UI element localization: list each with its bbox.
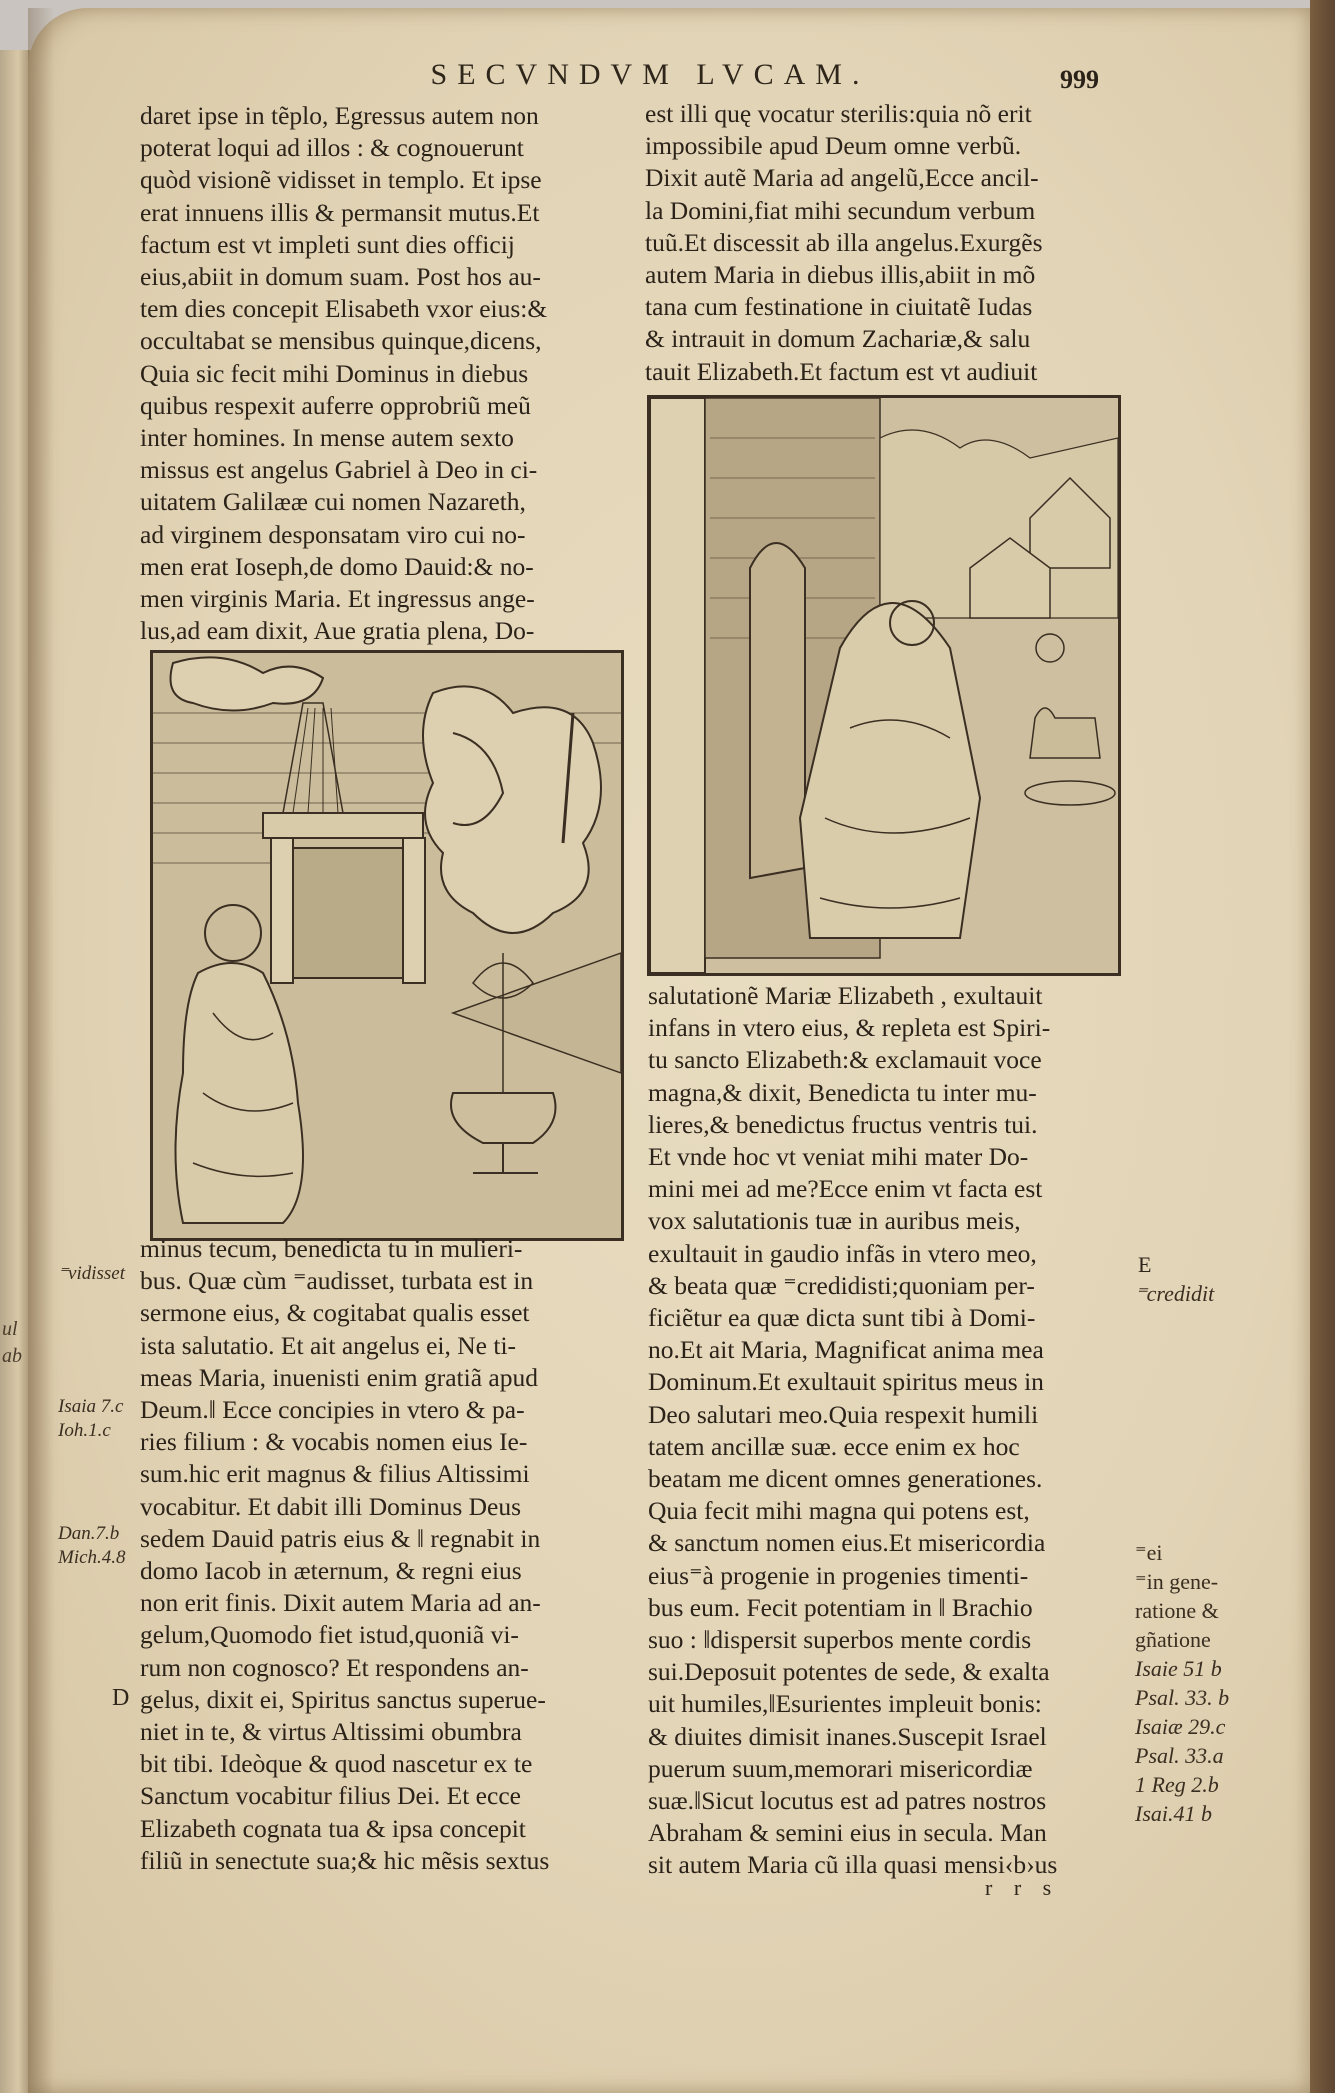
text-line: meas Maria, inuenisti enim gratiã apud — [140, 1362, 538, 1392]
text-line: salutationẽ Mariæ Elizabeth , exultauit — [648, 981, 1043, 1010]
text-line: & diuites dimisit inanes.Suscepit Israel — [648, 1721, 1047, 1751]
text-line: quibus respexit auferre opprobriũ meũ — [140, 390, 531, 420]
margin-note-credidit: ⁼credidit — [1135, 1281, 1215, 1306]
margin-ref: Dan.7.b — [58, 1523, 120, 1544]
text-line: Deo salutari meo.Quia respexit humili — [648, 1399, 1039, 1429]
margin-ref: Ioh.1.c — [58, 1420, 111, 1441]
text-line: impossibile apud Deum omne verbũ. — [645, 131, 1022, 161]
text-line: & intrauit in domum Zachariæ,& salu — [645, 324, 1031, 354]
margin-ref: Isai.41 b — [1135, 1801, 1212, 1826]
margin-ref: Isaiæ 29.c — [1135, 1714, 1226, 1739]
margin-refs-isaiah — [58, 1395, 123, 1443]
text-line: beatam me dicent omnes generationes. — [648, 1464, 1043, 1494]
text-line: tem dies concepit Elisabeth vxor eius:& — [140, 294, 548, 324]
text-line: gelus, dixit ei, Spiritus sanctus superue- — [140, 1684, 546, 1714]
margin-notes-right — [1135, 1538, 1219, 1654]
text-line: est illi quę vocatur sterilis:quia nõ erit — [645, 99, 1032, 128]
right-column-top — [645, 98, 1115, 388]
text-line: ad virginem desponsatam viro cui no- — [140, 519, 526, 549]
text-line: men virginis Maria. Et ingressus ange- — [140, 584, 535, 614]
text-line: poterat loqui ad illos : & cognouerunt — [140, 133, 524, 163]
text-line: bus eum. Fecit potentiam in ‖ Brachio — [648, 1592, 1033, 1622]
text-line: Dixit autẽ Maria ad angelũ,Ecce ancil- — [645, 163, 1039, 193]
text-line: tuũ.Et discessit ab illa angelus.Exurgẽs — [645, 227, 1043, 257]
page-number: 999 — [1060, 65, 1099, 94]
text-line: factum est vt impleti sunt dies officij — [140, 229, 515, 259]
text-line: magna,& dixit, Benedicta tu inter mu- — [648, 1077, 1037, 1107]
text-line: exultauit in gaudio infãs in vtero meo, — [648, 1238, 1037, 1268]
text-line: vox salutationis tuæ in auribus meis, — [648, 1206, 1021, 1236]
text-line: ista salutatio. Et ait angelus ei, Ne ti- — [140, 1330, 517, 1360]
text-line: daret ipse in tẽplo, Egressus autem non — [140, 101, 539, 130]
margin-note-vidisset: ⁼vidisset — [58, 1263, 126, 1284]
text-line: niet in te, & virtus Altissimi obumbra — [140, 1717, 522, 1747]
text-line: inter homines. In mense autem sexto — [140, 423, 514, 453]
text-line: gelum,Quomodo fiet istud,quoniã vi- — [140, 1620, 519, 1650]
margin-ref: 1 Reg 2.b — [1135, 1772, 1219, 1797]
text-line: lieres,& benedictus fructus ventris tui. — [648, 1109, 1038, 1139]
text-line: vocabitur. Et dabit illi Dominus Deus — [140, 1491, 522, 1521]
text-line: la Domini,fiat mihi secundum verbum — [645, 195, 1036, 225]
text-line: sui.Deposuit potentes de sede, & exalta — [648, 1657, 1050, 1687]
text-line: Abraham & semini eius in secula. Man — [648, 1818, 1047, 1848]
text-line: Dominum.Et exultauit spiritus meus in — [648, 1367, 1044, 1397]
margin-ref: Psal. 33.a — [1135, 1743, 1224, 1768]
text-line: tu sancto Elizabeth:& exclamauit voce — [648, 1045, 1042, 1075]
facing-page-edge — [0, 50, 30, 2093]
text-line: sum.hic erit magnus & filius Altissimi — [140, 1459, 530, 1489]
annunciation-woodcut — [150, 650, 624, 1241]
section-letter-e: E — [1138, 1252, 1152, 1277]
text-line: sit autem Maria cũ illa quasi mensi‹b›us — [648, 1850, 1058, 1880]
text-line: uitatem Galilææ cui nomen Nazareth, — [140, 487, 526, 517]
gutter-shadow — [28, 8, 54, 2093]
facing-page-fragment: ab — [2, 1345, 22, 1367]
text-line: & sanctum nomen eius.Et misericordia — [648, 1528, 1046, 1558]
text-line: lus,ad eam dixit, Aue gratia plena, Do- — [140, 616, 535, 646]
text-line: & beata quæ ⁼credidisti;quoniam per- — [648, 1270, 1035, 1300]
text-line: Deum.‖ Ecce concipies in vtero & pa- — [140, 1395, 525, 1425]
margin-note: gñatione — [1135, 1627, 1211, 1652]
text-line: sedem Dauid patris eius & ‖ regnabit in — [140, 1523, 541, 1553]
text-line: missus est angelus Gabriel à Deo in ci- — [140, 455, 538, 485]
text-line: suo : ‖dispersit superbos mente cordis — [648, 1625, 1032, 1655]
text-line: occultabat se mensibus quinque,dicens, — [140, 326, 542, 356]
running-head: SECVNDVM LVCAM. — [430, 58, 870, 91]
visitation-woodcut — [647, 395, 1121, 976]
text-line: tauit Elizabeth.Et factum est vt audiuit — [645, 356, 1038, 386]
text-line: autem Maria in diebus illis,abiit in mõ — [645, 260, 1036, 290]
text-line: infans in vtero eius, & repleta est Spiri- — [648, 1013, 1051, 1043]
margin-ref: Psal. 33. b — [1135, 1685, 1230, 1710]
margin-ref: Mich.4.8 — [58, 1547, 126, 1568]
text-line: no.Et ait Maria, Magnificat anima mea — [648, 1335, 1044, 1365]
text-line: Sanctum vocabitur filius Dei. Et ecce — [140, 1781, 521, 1811]
text-line: filiũ in senectute sua;& hic mẽsis sextus — [140, 1845, 550, 1875]
margin-note: ⁼ei — [1135, 1540, 1163, 1565]
printer-signature: r r s — [985, 1875, 1060, 1900]
text-line: Quia fecit mihi magna qui potens est, — [648, 1496, 1030, 1526]
text-line: uit humiles,‖Esurientes impleuit bonis: — [648, 1689, 1042, 1719]
margin-ref: Isaia 7.c — [58, 1396, 124, 1417]
facing-page-fragment: ul — [2, 1318, 18, 1340]
text-line: ficiẽtur ea quæ dicta sunt tibi à Domi- — [648, 1303, 1036, 1333]
right-column-bottom — [648, 980, 1118, 1882]
margin-note: ratione & — [1135, 1598, 1219, 1623]
section-letter-d: D — [112, 1685, 130, 1711]
margin-refs-right — [1135, 1654, 1229, 1828]
text-line: Elizabeth cognata tua & ipsa concepit — [140, 1813, 526, 1843]
text-line: mini mei ad me?Ecce enim vt facta est — [648, 1174, 1043, 1204]
text-line: Quia sic fecit mihi Dominus in diebus — [140, 358, 529, 388]
text-line: Et vnde hoc vt veniat mihi mater Do- — [648, 1142, 1029, 1172]
text-line: sermone eius, & cogitabat qualis esset — [140, 1298, 530, 1328]
text-line: tatem ancillæ suæ. ecce enim ex hoc — [648, 1431, 1020, 1461]
margin-ref: Isaie 51 b — [1135, 1656, 1222, 1681]
left-column-bottom — [140, 1233, 620, 1877]
text-line: puerum suum,memorari misericordiæ — [648, 1753, 1033, 1783]
margin-refs-daniel — [58, 1522, 126, 1570]
text-line: eius,abiit in domum suam. Post hos au- — [140, 262, 541, 292]
text-line: suæ.‖Sicut locutus est ad patres nostros — [648, 1786, 1047, 1816]
text-line: non erit finis. Dixit autem Maria ad an- — [140, 1588, 541, 1618]
text-line: domo Iacob in æternum, & regni eius — [140, 1556, 522, 1586]
text-line: rum non cognosco? Et respondens an- — [140, 1652, 529, 1682]
binding-edge — [1310, 0, 1335, 2093]
text-line: eius⁼à progenie in progenies timenti- — [648, 1560, 1029, 1590]
text-line: bus. Quæ cùm ⁼audisset, turbata est in — [140, 1266, 534, 1296]
text-line: minus tecum, benedicta tu in mulieri- — [140, 1234, 523, 1263]
text-line: men erat Ioseph,de domo Dauid:& no- — [140, 551, 534, 581]
left-column-top — [140, 100, 620, 647]
text-line: ries filium : & vocabis nomen eius Ie- — [140, 1427, 528, 1457]
text-line: quòd visionẽ vidisset in templo. Et ipse — [140, 165, 542, 195]
text-line: erat innuens illis & permansit mutus.Et — [140, 197, 540, 227]
visitation-illustration — [650, 398, 1118, 973]
text-line: tana cum festinatione in ciuitatẽ Iudas — [645, 292, 1033, 322]
annunciation-illustration — [153, 653, 621, 1238]
text-line: bit tibi. Ideòque & quod nascetur ex te — [140, 1749, 533, 1779]
margin-note: ⁼in gene- — [1135, 1569, 1219, 1594]
